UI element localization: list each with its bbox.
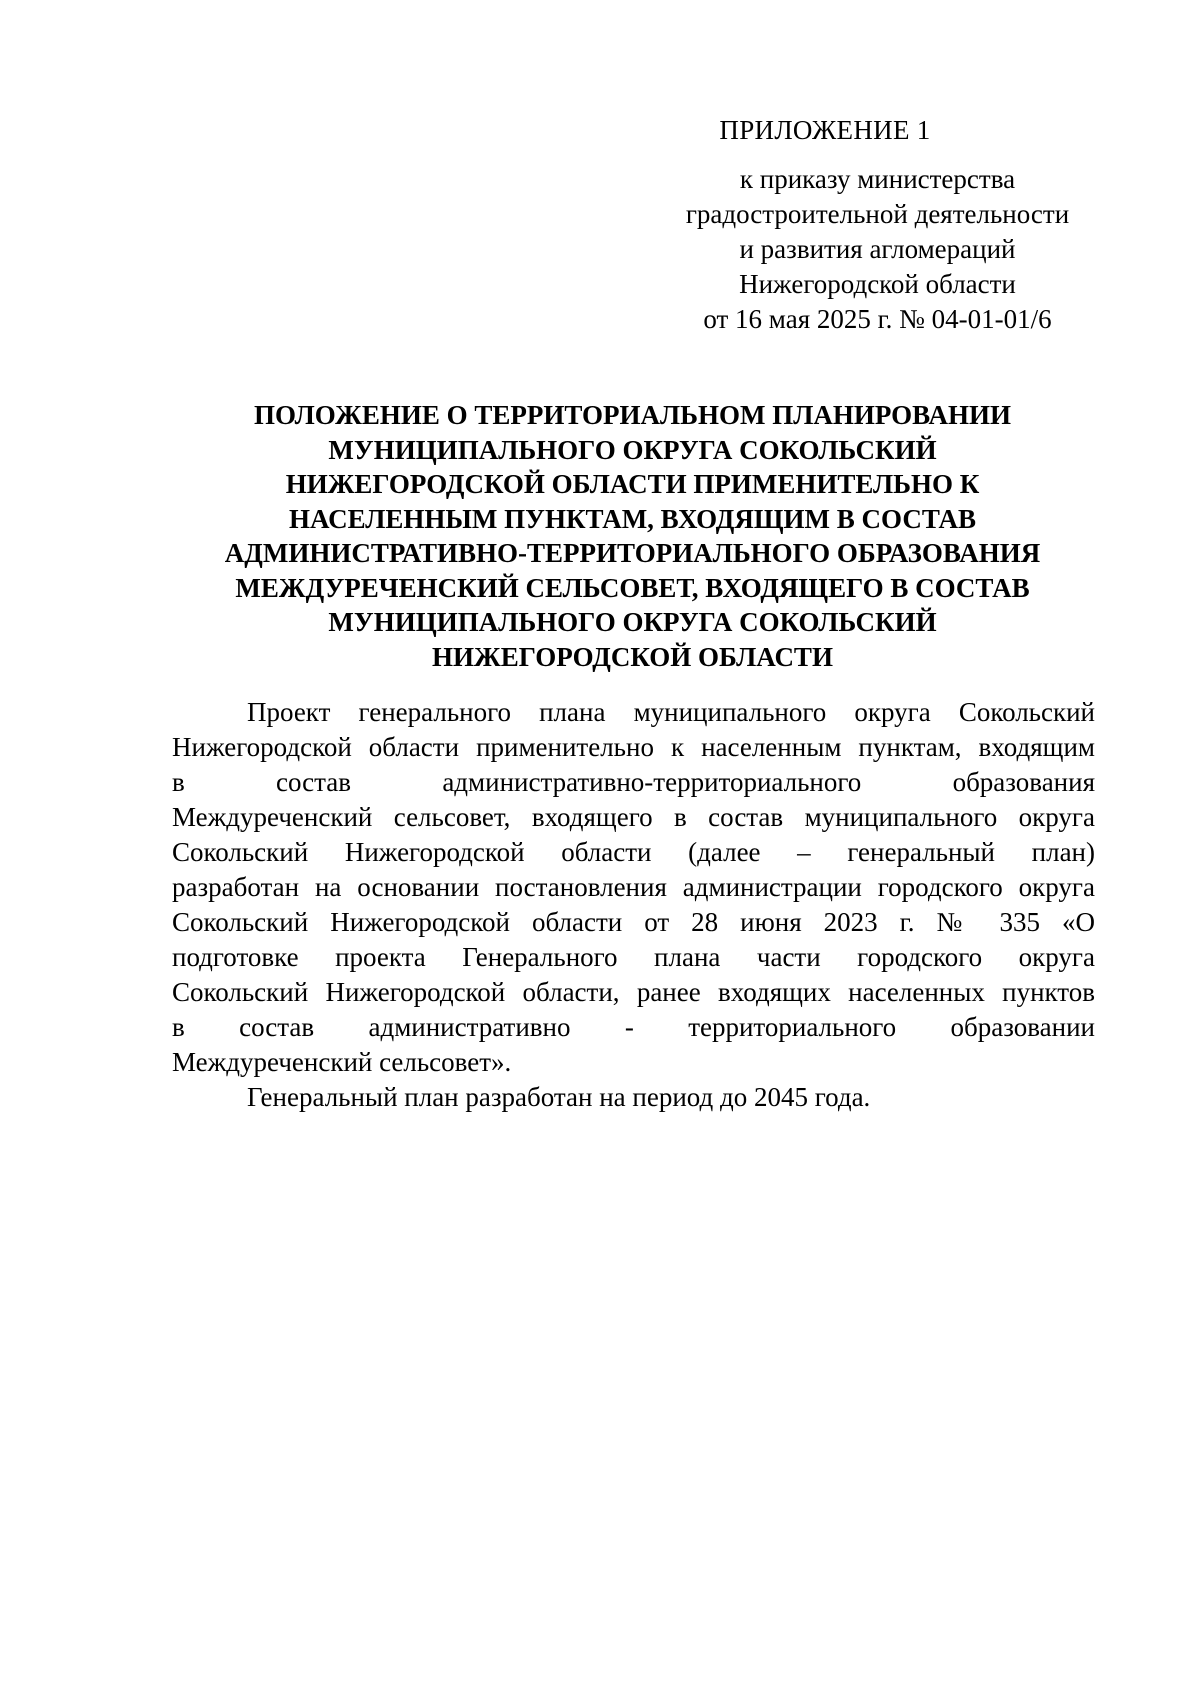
body-line: в состав административно-территориального образования [172,767,1095,797]
body-paragraph-1 [172,695,1095,1080]
body-line: Междуреченский сельсовет, входящего в состав муниципального округа [172,802,1095,832]
document-title-line: АДМИНИСТРАТИВНО-ТЕРРИТОРИАЛЬНОГО ОБРАЗОВАНИЯ [224,538,1041,568]
body-line: Генеральный план разработан на период до 2045 года. [247,1082,871,1112]
order-reference [660,162,1095,337]
body-line: Проект генерального плана муниципального округа Сокольский [247,697,1095,727]
appendix-title: ПРИЛОЖЕНИЕ 1 [719,115,931,145]
body-line: разработан на основании постановления администрации городского округа [172,872,1095,902]
order-date-number: от 16 мая 2025 г. № 04-01-01/6 [703,304,1052,334]
body-line: в состав административно - территориального образовании [172,1012,1095,1042]
order-reference-line: к приказу министерства [739,164,1016,194]
body-line: Сокольский Нижегородской области (далее – генеральный план) [172,837,1095,867]
body-line: Нижегородской области применительно к населенным пунктам, входящим [172,732,1095,762]
document-title-line: НАСЕЛЕННЫМ ПУНКТАМ, ВХОДЯЩИМ В СОСТАВ [288,503,977,534]
body-paragraph-2 [172,1080,1095,1115]
order-reference-line: градостроительной деятельности [685,199,1070,229]
document-title-line: МУНИЦИПАЛЬНОГО ОКРУГА СОКОЛЬСКИЙ [328,607,937,637]
document-title-line: МЕЖДУРЕЧЕНСКИЙ СЕЛЬСОВЕТ, ВХОДЯЩЕГО В СОСТАВ [235,572,1030,603]
body-line: Сокольский Нижегородской области, ранее входящих населенных пунктов [172,977,1095,1007]
order-reference-line: и развития агломераций [739,234,1016,264]
document-title-line: МУНИЦИПАЛЬНОГО ОКРУГА СОКОЛЬСКИЙ [328,434,937,465]
document-title-line: НИЖЕГОРОДСКОЙ ОБЛАСТИ ПРИМЕНИТЕЛЬНО К [285,469,980,499]
body-line: Сокольский Нижегородской области от 28 июня 2023 г. № 335 «О [172,907,1095,937]
body-line: подготовке проекта Генерального плана части городского округа [172,942,1095,972]
document-body [172,695,1095,1115]
document-title-line: НИЖЕГОРОДСКОЙ ОБЛАСТИ [432,641,833,672]
body-line: Междуреченский сельсовет». [172,1047,512,1077]
document-title [170,398,1095,674]
document-title-line: ПОЛОЖЕНИЕ О ТЕРРИТОРИАЛЬНОМ ПЛАНИРОВАНИИ [254,400,1011,430]
order-reference-line: Нижегородской области [739,269,1016,299]
